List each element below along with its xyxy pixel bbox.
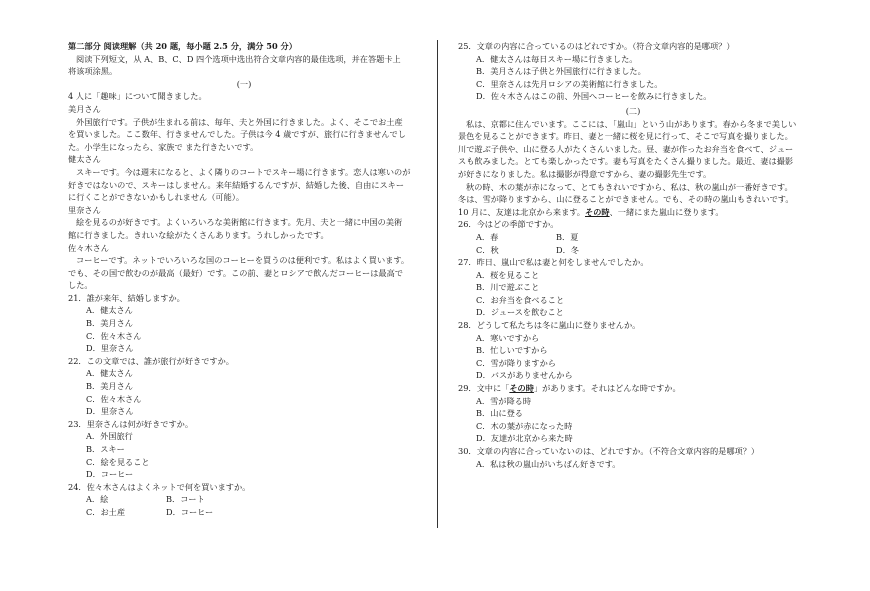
passage-speaker: 里奈さん — [68, 204, 101, 215]
answer-option: D．ジュースを飲むこと — [476, 307, 564, 318]
question-stem: 26．今はどの季節ですか。 — [458, 219, 559, 230]
answer-option: B．忙しいですから — [476, 345, 548, 356]
passage-line: 川で遊ぶ子供や、山に登る人がたくさんいました。昼、妻が作ったお弁当を食べて、ジュー — [458, 143, 794, 154]
question-stem: 27．昨日、嵐山で私は妻と何をしませんでしたか。 — [458, 257, 649, 268]
question-28 — [458, 319, 808, 382]
passage-speaker: 佐々木さん — [68, 242, 109, 253]
question-stem: 25．文章の内容に合っているのはどれですか。（符合文章内容的是哪项？） — [458, 41, 735, 51]
answer-option: D．バスがありませんから — [476, 370, 573, 381]
question-stem: 22．この文章では、誰が旅行が好きですか。 — [68, 355, 234, 366]
passage-line: 冬は、雪が降りますから、山に登ることができません。でも、その時の嵐山もきれいです。 — [458, 194, 794, 205]
answer-option: C．秋 — [476, 244, 499, 255]
answer-option-row — [458, 231, 808, 244]
answer-option: B．川で遊ぶこと — [476, 282, 540, 293]
answer-option: A．外国旅行 — [86, 431, 133, 442]
answer-option: C．木の葉が赤になった時 — [476, 420, 573, 431]
passage-line: 好きではないので、スキーはしません。来年結婚するんですが、結婚した後、自由にスキー — [68, 179, 405, 190]
question-27 — [458, 256, 808, 319]
answer-option-row — [68, 493, 420, 506]
passage-line: スも飲みました。とても楽しかったです。妻も写真をたくさん撮りました。最近、妻は撮影 — [458, 156, 794, 167]
passage-line: 4 人に「趣味」について聞きました。 — [68, 91, 207, 102]
column-divider — [437, 40, 438, 528]
passage2-text — [458, 118, 808, 219]
answer-option: D．里奈さん — [86, 343, 134, 354]
section-title: 第二部分 阅读理解（共 20 题，每小题 2.5 分，满分 50 分） — [68, 41, 297, 51]
answer-option: D．友達が北京から来た時 — [476, 433, 573, 444]
answer-option: A．私は秋の嵐山がいちばん好きです。 — [476, 458, 621, 469]
question-21 — [68, 292, 420, 355]
answer-option: B．美月さん — [86, 381, 133, 392]
question-24 — [68, 481, 420, 519]
answer-option: B．コート — [166, 494, 205, 505]
passage1-heading: (一) — [236, 78, 252, 89]
passage-line: が好きになりました。私は撮影が得意ですから、妻の撮影先生です。 — [458, 168, 712, 179]
passage-line: コーヒーです。ネットでいろいろな国のコーヒーを買うのは便利です。私はよく買います。 — [76, 255, 410, 266]
answer-option: A．絵 — [86, 494, 109, 505]
answer-option: C．佐々木さん — [86, 393, 142, 404]
answer-option: A．健太さん — [86, 305, 133, 316]
question-30 — [458, 445, 808, 470]
question-25 — [458, 40, 808, 103]
passage-text: 、一緒にまた嵐山に登ります。 — [609, 206, 724, 217]
question-text: 29．文中に「 — [458, 383, 510, 394]
answer-option: C．雪が降りますから — [476, 357, 556, 368]
passage-line: 景色を見ることができます。昨日、妻と一緒に桜を見に行って、そこで写真を撮りました。 — [458, 131, 793, 142]
passage-line: に行くことができないかもしれません（可能）。 — [68, 192, 245, 203]
answer-option: A．健太さん — [86, 368, 133, 379]
answer-option-row — [458, 244, 808, 257]
passage-line: 秋の時、木の葉が赤になって、とてもきれいですから、私は、秋の嵐山が一番好きです。 — [466, 181, 793, 192]
answer-option: C．お土産 — [86, 506, 126, 517]
left-column — [68, 40, 420, 519]
answer-option: A．桜を見ること — [476, 269, 540, 280]
question-23 — [68, 418, 420, 481]
answer-option: D．コーヒー — [166, 506, 214, 517]
answer-option: C．佐々木さん — [86, 330, 142, 341]
answer-option: B．美月さんは子供と外国旅行に行きました。 — [476, 66, 646, 77]
instructions-line-2: 将该项涂黑。 — [68, 66, 118, 77]
answer-option: C．里奈さんは先月ロシアの美術館に行きました。 — [476, 78, 663, 89]
emphasized-phrase: その時 — [509, 383, 534, 394]
passage-line: た。小学生になったら、家族で また行きたいです。 — [68, 141, 259, 152]
question-stem: 28．どうして私たちは冬に嵐山に登りませんか。 — [458, 320, 641, 331]
answer-option: B．山に登る — [476, 408, 523, 419]
answer-option: A．春 — [476, 231, 499, 242]
question-29 — [458, 382, 808, 445]
answer-option: D．冬 — [556, 244, 579, 255]
answer-option: D．コーヒー — [86, 469, 134, 480]
answer-option: C．絵を見ること — [86, 456, 150, 467]
passage-line: 館に行きました。きれいな絵がたくさんあります。うれしかったです。 — [68, 229, 329, 240]
passage-line: 私は、京都に住んでいます。ここには、「嵐山」という山があります。春から冬まで美しい — [466, 118, 797, 129]
question-stem: 23．里奈さんは何が好きですか。 — [68, 418, 194, 429]
passage1-text — [68, 90, 420, 292]
right-column — [458, 40, 808, 470]
question-stem: 30．文章の内容に合っていないのは、どれですか。（不符合文章内容的是哪项？） — [458, 446, 760, 456]
answer-option: D．里奈さん — [86, 406, 134, 417]
instructions-line-1: 阅读下列短文，从 A、B、C、D 四个选项中选出符合文章内容的最佳选项，并在答题卡上 — [76, 53, 401, 64]
answer-option: B．美月さん — [86, 318, 133, 329]
question-stem: 21．誰が来年、結婚しますか。 — [68, 292, 185, 303]
answer-option: B．スキー — [86, 444, 125, 454]
question-22 — [68, 355, 420, 418]
passage-line — [458, 206, 808, 219]
answer-option: C．お弁当を食べること — [476, 294, 565, 305]
question-stem — [458, 382, 808, 395]
answer-option: D．佐々木さんはこの前、外国へコーヒーを飲みに行きました。 — [476, 91, 712, 102]
emphasized-phrase: その時 — [585, 206, 610, 217]
passage-text: 10 月に、友達は北京から来ます。 — [458, 206, 585, 217]
question-stem: 24．佐々木さんはよくネットで何を買いますか。 — [68, 481, 251, 492]
question-26 — [458, 218, 808, 256]
answer-option: B．夏 — [556, 231, 579, 242]
answer-option: A．雪が降る時 — [476, 395, 532, 406]
passage-line: 絵を見るのが好きです。よくいろいろな美術館に行きます。先月、夫と一緒に中国の美術 — [76, 217, 403, 228]
question-text: 」があります。それはどんな時ですか。 — [533, 383, 681, 394]
passage-line: を買いました。ここ数年、行きませんでした。子供は今 4 歳ですが、旅行に行きませんでし — [68, 129, 406, 140]
answer-option-row — [68, 506, 420, 519]
answer-option: A．寒いですから — [476, 332, 540, 343]
passage-line: した。 — [68, 280, 93, 291]
passage2-heading: (二) — [625, 105, 641, 116]
answer-option: A．健太さんは毎日スキー場に行きました。 — [476, 53, 638, 64]
passage-speaker: 健太さん — [68, 154, 101, 165]
passage-line: スキーです。今は週末になると、よく隣りのコートでスキー場に行きます。恋人は寒いのが — [76, 166, 411, 177]
passage-line: でも、その国で飲むのが最高（最好）です。この前、妻とロシアで飲んだコーヒーは最高で — [68, 267, 403, 278]
passage-speaker: 美月さん — [68, 103, 101, 114]
passage-line: 外国旅行です。子供が生まれる前は、毎年、夫と外国に行きました。よく、そこでお土産 — [76, 116, 403, 127]
